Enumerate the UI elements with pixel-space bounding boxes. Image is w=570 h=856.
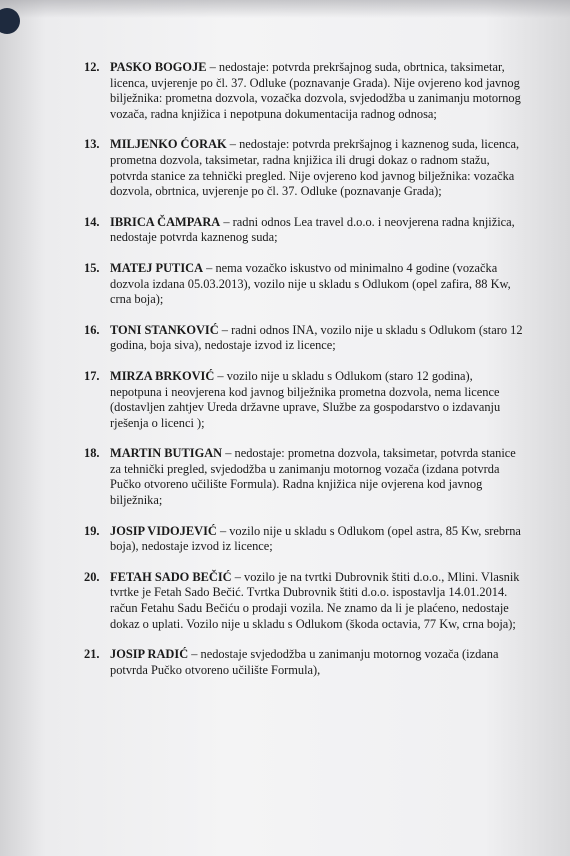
- list-item: [84, 323, 524, 354]
- applicant-note: – vozilo je na tvrtki Dubrovnik štiti d.o.o., Mlini. Vlasnik tvrtke je Fetah Sado Bečić. Tvrtka Dubrovnik štiti d.o.o. ispostavlja 14.01.2014. račun Fetahu Sadu Bečiću o prodaji vozila. Ne znamo da li je plaćeno, nedostaje dokaz o uplati. Vozilo nije u skladu s Odlukom (škoda octavia, 77 Kw, crna boja);: [110, 569, 520, 631]
- item-text: [110, 647, 524, 678]
- applicant-name: MATEJ PUTICA: [110, 260, 204, 275]
- item-text: [110, 446, 524, 508]
- applicant-name: MILJENKO ĆORAK: [110, 137, 227, 152]
- item-text: [110, 323, 524, 354]
- applicant-note: – nema vozačko iskustvo od minimalno 4 godine (vozačka dozvola izdana 05.03.2013), vozilo nije u skladu s Odlukom (opel zafira, 88 Kw, crna boja);: [110, 260, 511, 307]
- item-text: [110, 137, 524, 199]
- item-text: [110, 215, 524, 246]
- item-text: [110, 369, 524, 431]
- list-item: [84, 647, 524, 678]
- item-number: 20.: [84, 569, 100, 584]
- list-item: [84, 570, 524, 632]
- applicant-name: JOSIP RADIĆ: [110, 647, 189, 662]
- list-item: [84, 446, 524, 508]
- page-shadow: [0, 0, 570, 18]
- applicant-note: – vozilo nije u skladu s Odlukom (staro 12 godina), nepotpuna i neovjerena kod javnog bilježnika prometna dozvola, nema licence (dostavljen zahtjev Ureda državne uprave, Službe za gospodarstvo o izdavanju rješenja o licenci );: [110, 368, 501, 430]
- list-item: [84, 369, 524, 431]
- applicant-list: [84, 60, 524, 693]
- item-number: 15.: [84, 260, 100, 275]
- binder-hole: [0, 8, 20, 34]
- applicant-note: – nedostaje: prometna dozvola, taksimetar, potvrda stanice za tehnički pregled, svjedodžba u zanimanju motornog vozača (izdana potvrda Pučko otvoreno učilište Formula). Radna knjižica nije ovjerena kod javnog bilježnika;: [110, 446, 516, 508]
- item-number: 16.: [84, 322, 100, 337]
- applicant-note: – nedostaje svjedodžba u zanimanju motornog vozača (izdana potvrda Pučko otvoreno učilište Formula),: [110, 647, 499, 677]
- applicant-note: – radni odnos INA, vozilo nije u skladu s Odlukom (staro 12 godina, boja siva), nedostaje izvod iz licence;: [110, 322, 523, 353]
- applicant-note: – nedostaje: potvrda prekršajnog i kaznenog suda, licenca, prometna dozvola, taksimetar, radna knjižica ili drugi dokaz o radnom stažu, potvrda stanice za tehnički pregled. Nije ovjereno kod javnog bilježnika: vozačka dozvola, obrtnica, uvjerenje po čl. 37. Odluke (poznavanje Grada);: [110, 137, 520, 199]
- list-item: [84, 137, 524, 199]
- item-text: [110, 60, 524, 122]
- applicant-note: – nedostaje: potvrda prekršajnog suda, obrtnica, taksimetar, licenca, uvjerenje po čl. 37. Odluke (poznavanje Grada). Nije ovjereno kod javnog bilježnika: prometna dozvola, vozačka dozvola, svjedodžba u zanimanju motornog vozača, radna knjižica i nepotpuna dokumentacija radnog odnosa;: [110, 60, 521, 121]
- item-number: 12.: [84, 60, 100, 74]
- applicant-name: MIRZA BRKOVIĆ: [110, 368, 215, 383]
- list-item: [84, 60, 524, 122]
- item-number: 14.: [84, 214, 100, 229]
- applicant-name: FETAH SADO BEČIĆ: [110, 569, 232, 584]
- applicant-note: – radni odnos Lea travel d.o.o. i neovjerena radna knjižica, nedostaje potvrda kaznenog suda;: [110, 214, 515, 245]
- item-number: 13.: [84, 137, 100, 152]
- item-text: [110, 261, 524, 308]
- list-item: [84, 215, 524, 246]
- item-text: [110, 524, 524, 555]
- list-item: [84, 524, 524, 555]
- applicant-name: IBRICA ČAMPARA: [110, 214, 221, 229]
- applicant-name: JOSIP VIDOJEVIĆ: [110, 523, 217, 538]
- list-item: [84, 261, 524, 308]
- item-number: 21.: [84, 647, 100, 662]
- item-number: 17.: [84, 368, 100, 383]
- applicant-name: PASKO BOGOJE: [110, 60, 207, 74]
- item-text: [110, 570, 524, 632]
- applicant-name: MARTIN BUTIGAN: [110, 446, 223, 461]
- applicant-note: – vozilo nije u skladu s Odlukom (opel astra, 85 Kw, srebrna boja), nedostaje izvod iz licence;: [110, 523, 521, 554]
- item-number: 18.: [84, 446, 100, 461]
- applicant-name: TONI STANKOVIĆ: [110, 322, 219, 337]
- item-number: 19.: [84, 523, 100, 538]
